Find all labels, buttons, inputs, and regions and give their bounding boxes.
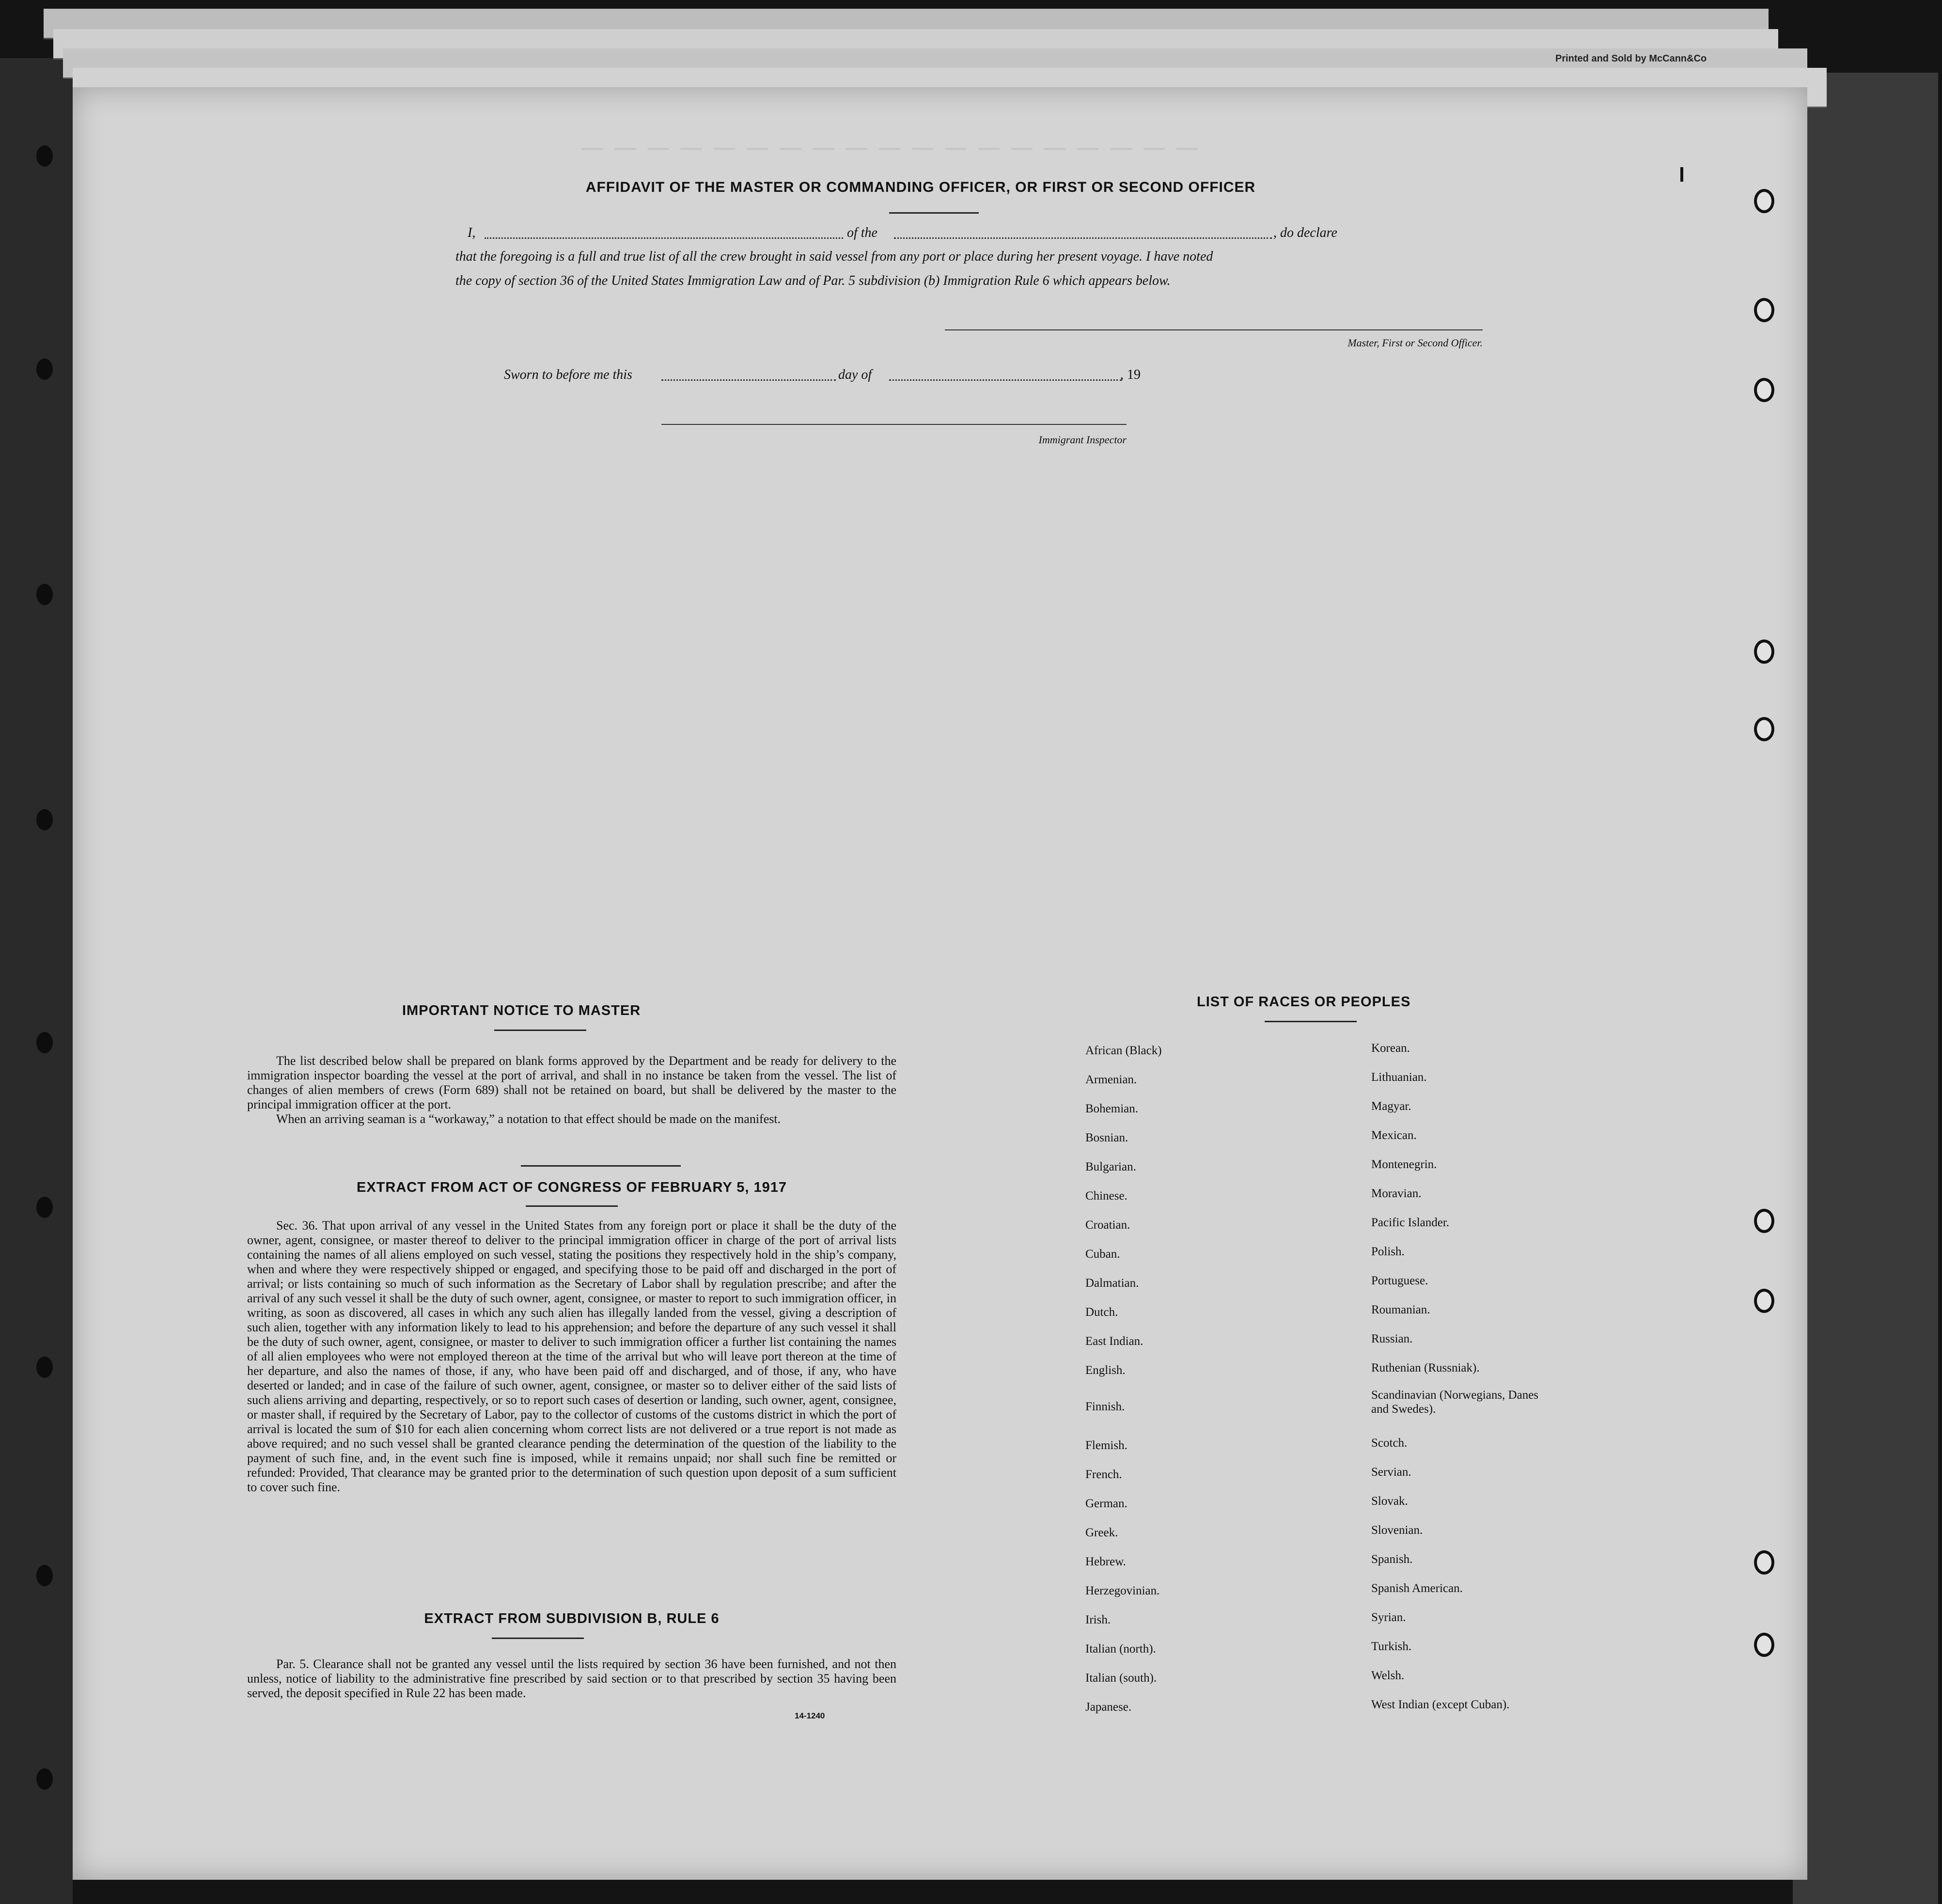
race-item: Cuban. <box>1085 1248 1120 1261</box>
punch-hole <box>1754 189 1774 213</box>
punch-hole <box>1754 717 1774 741</box>
race-item: German. <box>1085 1497 1128 1510</box>
race-item: Montenegrin. <box>1371 1158 1437 1171</box>
punch-hole <box>1754 640 1774 664</box>
race-item: Finnish. <box>1085 1400 1125 1413</box>
binder-hole <box>36 1565 53 1586</box>
race-item: Japanese. <box>1085 1701 1132 1714</box>
affidavit-body-line2: the copy of section 36 of the United States Immigration Law and of Par. 5 subdivision (b) Immigration Rule 6 which appears below. <box>455 273 1171 288</box>
master-signature-line <box>945 329 1483 330</box>
affidavit-body-line1: that the foregoing is a full and true list of all the crew brought in said vessel from any port or place during her present voyage. I have noted <box>455 249 1213 264</box>
race-item: Italian (south). <box>1085 1671 1157 1685</box>
section-36-paragraph: Sec. 36. That upon arrival of any vessel in the United States from any foreign port or place it shall be the duty of the owner, agent, consignee, or master thereof to deliver to the principal immigration officer in charge of the port of arrival lists containing the names of all aliens employed on such vessel, stating the positions they respectively hold in the ship’s company, when and where they were respectively shipped or engaged, and specifying those to be paid off and discharged in the port of arrival; or lists containing so much of such information as the Secretary of Labor shall by regulation prescribe; and after the arrival of any such vessel it shall be the duty of such owner, agent, consignee, or master to report to such immigration officer, in writing, as soon as discovered, all cases in which any such alien has illegally landed from the vessel, giving a description of such alien, together with any information likely to lead to his apprehension; and before the departure of any such vessel it shall be the duty of such owner, agent, consignee, or master to deliver to such immigration officer a further list containing the names of all alien employees who were not employed thereon at the time of the arrival but who will leave port thereon at the time of her departure, and also the names of those, if any, who have been paid off and discharged, and of those, if any, who have deserted or landed; and in case of the failure of such owner, agent, consignee, or master so to deliver either of the said lists of such aliens arriving and departing, respectively, or so to report such cases of desertion or landing, such owner, agent, consignee, or master shall, if required by the Secretary of Labor, pay to the collector of customs of the customs district in which the port of arrival is located the sum of $10 for each alien concerning whom correct lists are not delivered or a true report is not made as above required; and no such vessel shall be granted clearance pending the determination of the question of the liability to the payment of such fine, and, in the event such fine is imposed, while it remains unpaid; nor shall such fine be remitted or refunded: Provided, That clearance may be granted prior to the determination of such question upon deposit of a sum sufficient to cover such fine. <box>247 1218 896 1494</box>
binder-hole <box>36 1357 53 1378</box>
extract-act-underline <box>526 1205 618 1207</box>
bleed-through: — — — — — — — — — — — — — — — — — — — <box>581 136 1201 159</box>
race-item: African (Black) <box>1085 1044 1162 1057</box>
race-item: Dutch. <box>1085 1306 1118 1319</box>
binder-hole <box>36 1768 53 1790</box>
binder-hole <box>36 1197 53 1218</box>
race-item: Herzegovinian. <box>1085 1584 1160 1597</box>
race-item: Korean. <box>1371 1042 1410 1055</box>
form-number: 14-1240 <box>795 1711 825 1720</box>
par-5-paragraph: Par. 5. Clearance shall not be granted any vessel until the lists required by section 36 have been furnished, and not then unless, notice of liability to the administrative fine prescribed by said section or to that prescribed by section 35 having been served, the deposit specified in Rule 22 has been made. <box>247 1657 896 1700</box>
punch-hole <box>1754 298 1774 322</box>
inspector-signature-line <box>661 424 1127 425</box>
sworn-month-blank <box>889 379 1122 381</box>
sworn-year: , 19 <box>1120 367 1141 382</box>
race-item: Croatian. <box>1085 1218 1130 1232</box>
punch-hole <box>1754 1550 1774 1575</box>
race-item: West Indian (except Cuban). <box>1371 1698 1510 1711</box>
races-underline <box>1265 1021 1357 1022</box>
race-item: Welsh. <box>1371 1669 1405 1682</box>
race-item: Russian. <box>1371 1332 1413 1345</box>
binder-hole <box>36 145 53 167</box>
race-item: Slovak. <box>1371 1495 1408 1508</box>
affidavit-declare: , do declare <box>1273 225 1337 240</box>
races-title: LIST OF RACES OR PEOPLES <box>1197 994 1411 1010</box>
race-item: Armenian. <box>1085 1073 1137 1086</box>
race-item: English. <box>1085 1364 1126 1377</box>
affidavit-i: I, <box>468 225 476 240</box>
punch-hole <box>1754 378 1774 402</box>
race-item: Portuguese. <box>1371 1274 1428 1287</box>
extract-rule-text <box>247 1657 896 1701</box>
punch-hole <box>1754 1633 1774 1657</box>
race-item: Hebrew. <box>1085 1555 1126 1568</box>
race-item: Moravian. <box>1371 1187 1422 1200</box>
race-item: Greek. <box>1085 1526 1118 1539</box>
vessel-blank <box>894 237 1272 239</box>
affidavit-title: AFFIDAVIT OF THE MASTER OR COMMANDING OFFICER, OR FIRST OR SECOND OFFICER <box>585 179 1256 195</box>
race-item: Mexican. <box>1371 1129 1417 1142</box>
race-item: Scandinavian (Norwegians, Danes and Swedes). <box>1371 1389 1539 1416</box>
race-item: Polish. <box>1371 1245 1405 1258</box>
printer-imprint: Printed and Sold by McCann&Co <box>1555 53 1707 64</box>
race-item: Bohemian. <box>1085 1102 1139 1115</box>
race-item: Spanish. <box>1371 1553 1413 1566</box>
race-item: Roumanian. <box>1371 1303 1430 1316</box>
race-item: Slovenian. <box>1371 1524 1423 1537</box>
race-item: Turkish. <box>1371 1640 1412 1653</box>
sworn-day-of: day of <box>838 367 872 382</box>
master-signature-label: Master, First or Second Officer. <box>1347 337 1483 349</box>
binder-hole <box>36 809 53 830</box>
extract-rule-title: EXTRACT FROM SUBDIVISION B, RULE 6 <box>424 1611 720 1626</box>
page-stack-right <box>1793 73 1938 1904</box>
notice-divider <box>521 1165 681 1167</box>
notice-title: IMPORTANT NOTICE TO MASTER <box>402 1003 641 1018</box>
binder-hole <box>36 584 53 605</box>
race-item: Ruthenian (Russniak). <box>1371 1361 1480 1374</box>
race-item: Servian. <box>1371 1466 1411 1479</box>
notice-text <box>247 1054 896 1126</box>
document-page <box>73 87 1807 1880</box>
race-item: Dalmatian. <box>1085 1277 1139 1290</box>
extract-rule-underline <box>492 1638 584 1639</box>
race-item: Flemish. <box>1085 1439 1128 1452</box>
race-item: Scotch. <box>1371 1436 1408 1450</box>
inspector-signature-label: Immigrant Inspector <box>1038 434 1127 446</box>
race-item: East Indian. <box>1085 1335 1143 1348</box>
ink-mark <box>1680 167 1683 182</box>
binder-hole <box>36 1032 53 1053</box>
sworn-text: Sworn to before me this <box>504 367 632 382</box>
race-item: Syrian. <box>1371 1611 1406 1624</box>
race-item: Magyar. <box>1371 1100 1411 1113</box>
punch-hole <box>1754 1289 1774 1313</box>
race-item: Lithuanian. <box>1371 1071 1427 1084</box>
notice-paragraph-2: When an arriving seaman is a “workaway,” a notation to that effect should be made on the manifest. <box>276 1112 781 1126</box>
race-item: Pacific Islander. <box>1371 1216 1450 1229</box>
extract-act-text <box>247 1218 896 1495</box>
page-stack-left <box>0 58 73 1904</box>
race-item: Bulgarian. <box>1085 1160 1136 1173</box>
race-item: Chinese. <box>1085 1189 1128 1202</box>
title-underline <box>889 212 979 214</box>
binder-hole <box>36 359 53 380</box>
race-item: Irish. <box>1085 1613 1111 1626</box>
race-item: Spanish American. <box>1371 1582 1463 1595</box>
extract-act-title: EXTRACT FROM ACT OF CONGRESS OF FEBRUARY 5, 1917 <box>356 1180 787 1195</box>
notice-paragraph-1: The list described below shall be prepared on blank forms approved by the Department and be ready for delivery to the immigration inspector boarding the vessel at the port of arrival, and shall in no instance be taken from the vessel. The list of changes of alien members of crews (Form 689) shall not be retained on board, but shall be delivered by the master to the principal immigration officer at the port. <box>247 1054 896 1111</box>
race-item: Italian (north). <box>1085 1642 1156 1655</box>
affidavit-of-the: of the <box>847 225 877 240</box>
notice-underline <box>494 1030 586 1031</box>
name-blank <box>485 237 843 239</box>
sworn-day-blank <box>661 379 836 381</box>
race-item: French. <box>1085 1468 1122 1481</box>
punch-hole <box>1754 1209 1774 1233</box>
race-item: Bosnian. <box>1085 1131 1128 1144</box>
